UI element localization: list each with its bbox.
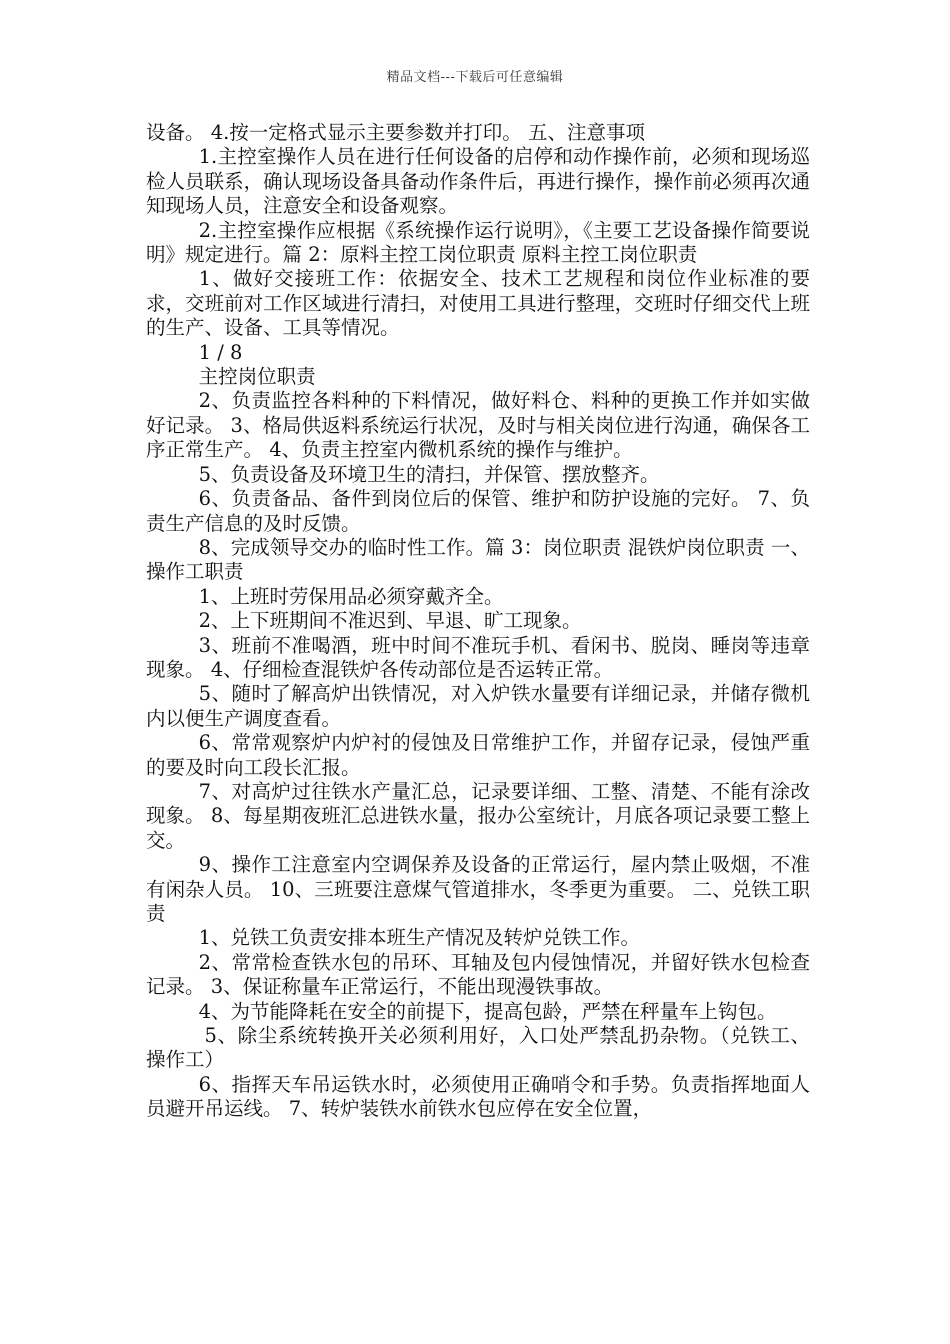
paragraph: 2、负责监控各料种的下料情况，做好料仓、料种的更换工作并如实做好记录。 3、格局供返料系统运行状况，及时与相关岗位进行沟通，确保各工序正常生产。 4、负责主控室内微机系统的操作与维护。 bbox=[146, 389, 810, 462]
paragraph: 7、对高炉过往铁水产量汇总，记录要详细、工整、清楚、不能有涂改现象。 8、每星期夜班汇总进铁水量，报办公室统计，月底各项记录要工整上交。 bbox=[146, 779, 810, 852]
paragraph: 1.主控室操作人员在进行任何设备的启停和动作操作前，必须和现场巡检人员联系，确认现场设备具备动作条件后，再进行操作，操作前必须再次通知现场人员，注意安全和设备观察。 bbox=[146, 145, 810, 218]
paragraph: 6、指挥天车吊运铁水时，必须使用正确哨令和手势。负责指挥地面人员避开吊运线。 7、转炉装铁水前铁水包应停在安全位置， bbox=[146, 1072, 810, 1121]
paragraph: 5、除尘系统转换开关必须利用好，入口处严禁乱扔杂物。（兑铁工、操作工） bbox=[146, 1024, 810, 1072]
paragraph: 9、操作工注意室内空调保养及设备的正常运行，屋内禁止吸烟，不准有闲杂人员。 10、三班要注意煤气管道排水，冬季更为重要。 二、兑铁工职责 bbox=[146, 853, 810, 925]
paragraph: 1、上班时劳保用品必须穿戴齐全。 bbox=[198, 584, 504, 608]
paragraph: 8、完成领导交办的临时性工作。篇 3：岗位职责 混铁炉岗位职责 一、操作工职责 bbox=[146, 535, 810, 584]
paragraph: 2.主控室操作应根据《系统操作运行说明》，《主要工艺设备操作简要说明》规定进行。篇 2：原料主控工岗位职责 原料主控工岗位职责 bbox=[146, 218, 810, 267]
page-header: 精品文档---下载后可任意编辑 bbox=[386, 70, 564, 85]
paragraph: 6、负责备品、备件到岗位后的保管、维护和防护设施的完好。 7、负责生产信息的及时反馈。 bbox=[146, 487, 810, 535]
section-heading: 主控岗位职责 bbox=[198, 365, 316, 389]
paragraph: 3、班前不准喝酒，班中时间不准玩手机、看闲书、脱岗、睡岗等违章现象。 4、仔细检查混铁炉各传动部位是否运转正常。 bbox=[146, 633, 810, 681]
document-body bbox=[146, 121, 810, 1122]
paragraph: 5、随时了解高炉出铁情况，对入炉铁水量要有详细记录，并储存微机内以便生产调度查看。 bbox=[146, 682, 810, 730]
page-number: 1 / 8 bbox=[198, 340, 243, 364]
paragraph: 6、常常观察炉内炉衬的侵蚀及日常维护工作，并留存记录，侵蚀严重的要及时向工段长汇报。 bbox=[146, 731, 810, 779]
paragraph: 2、常常检查铁水包的吊环、耳轴及包内侵蚀情况，并留好铁水包检查记录。 3、保证称量车正常运行，不能出现漫铁事故。 bbox=[146, 950, 810, 999]
paragraph: 1、兑铁工负责安排本班生产情况及转炉兑铁工作。 bbox=[198, 926, 641, 950]
paragraph: 5、负责设备及环境卫生的清扫，并保管、摆放整齐。 bbox=[198, 462, 660, 486]
paragraph: 设备。 4.按一定格式显示主要参数并打印。 五、注意事项 bbox=[146, 121, 646, 144]
paragraph: 2、上下班期间不准迟到、早退、旷工现象。 bbox=[198, 609, 582, 633]
paragraph: 4、为节能降耗在安全的前提下，提高包龄，严禁在秤量车上钩包。 bbox=[198, 999, 777, 1023]
paragraph: 1、做好交接班工作：依据安全、技术工艺规程和岗位作业标准的要求，交班前对工作区域进行清扫，对使用工具进行整理，交班时仔细交代上班的生产、设备、工具等情况。 bbox=[146, 267, 810, 340]
